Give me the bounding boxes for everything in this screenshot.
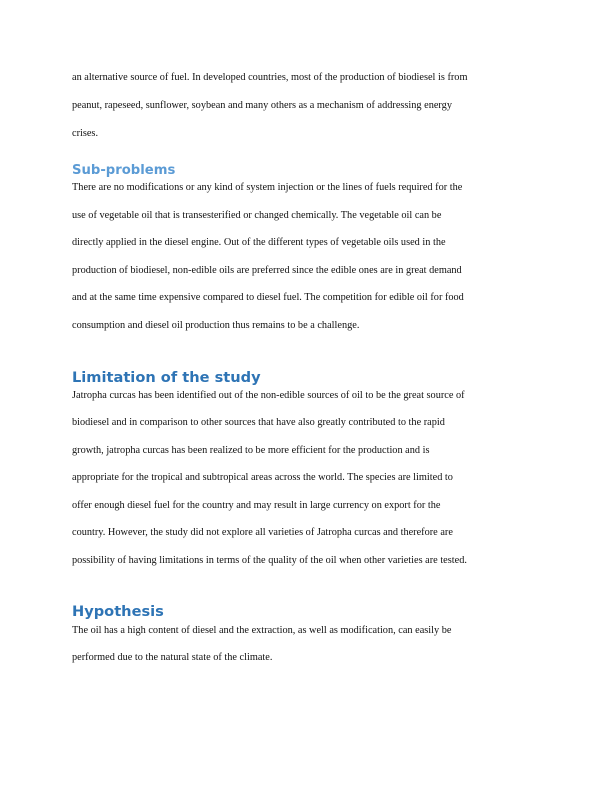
intro-line: peanut, rapeseed, sunflower, soybean and many others as a mechanism of addressing energy <box>72 100 452 111</box>
limitation-line: growth, jatropha curcas has been realized to be more efficient for the production and is <box>72 445 430 456</box>
sub-problems-line: consumption and diesel oil production thus remains to be a challenge. <box>72 320 360 331</box>
sub-problems-line: use of vegetable oil that is transesterified or changed chemically. The vegetable oil can be <box>72 210 442 221</box>
sub-problems-line: and at the same time expensive compared to diesel fuel. The competition for edible oil for food <box>72 292 464 303</box>
limitation-line: country. However, the study did not explore all varieties of Jatropha curcas and therefore are <box>72 527 453 538</box>
limitation-heading: Limitation of the study <box>72 369 261 386</box>
hypothesis-line: performed due to the natural state of the climate. <box>72 652 273 663</box>
intro-line: crises. <box>72 128 99 139</box>
limitation-line: possibility of having limitations in terms of the quality of the oil when other varieties are tested. <box>72 555 467 566</box>
sub-problems-line: directly applied in the diesel engine. Out of the different types of vegetable oils used in the <box>72 237 446 248</box>
sub-problems-heading: Sub-problems <box>72 163 176 178</box>
limitation-line: offer enough diesel fuel for the country and may result in large currency on export for the <box>72 500 441 511</box>
sub-problems-line: There are no modifications or any kind of system injection or the lines of fuels required for the <box>72 182 463 193</box>
intro-line: an alternative source of fuel. In developed countries, most of the production of biodiesel is from <box>72 72 468 83</box>
limitation-line: appropriate for the tropical and subtropical areas across the world. The species are limited to <box>72 472 453 483</box>
hypothesis-line: The oil has a high content of diesel and the extraction, as well as modification, can easily be <box>72 625 452 636</box>
sub-problems-line: production of biodiesel, non-edible oils are preferred since the edible ones are in great demand <box>72 265 462 276</box>
limitation-line: biodiesel and in comparison to other sources that have also greatly contributed to the rapid <box>72 417 445 428</box>
hypothesis-heading: Hypothesis <box>72 603 164 620</box>
limitation-line: Jatropha curcas has been identified out of the non-edible sources of oil to be the great source of <box>72 390 465 401</box>
